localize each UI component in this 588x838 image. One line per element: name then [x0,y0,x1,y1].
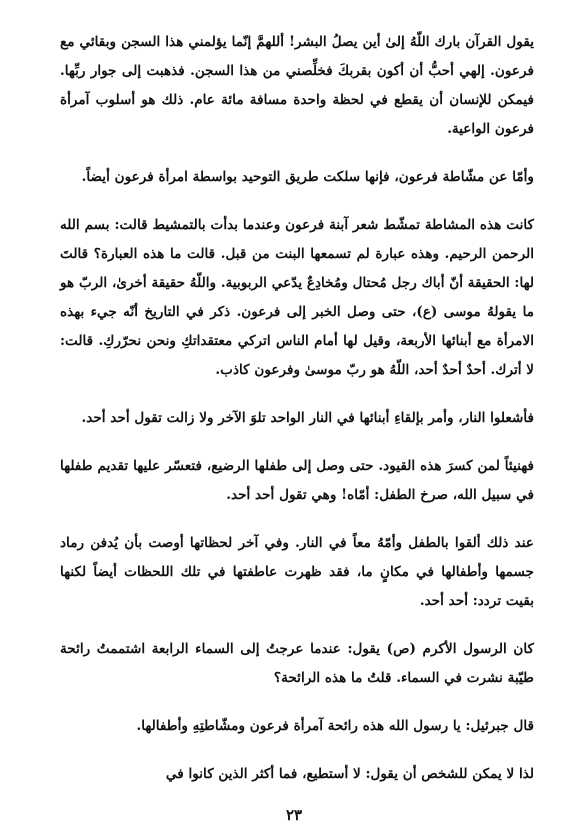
paragraph-8: قال جبرئيل: يا رسول الله هذه رائحة آمرأة فرعون ومشّاطتِهِ وأطفالها. [136,718,534,734]
paragraph-4: فأشعلوا النار، وأمر بإلقاءِ أبنائها في النار الواحد تلوَ الآخر ولا زالت تقول أحد أحد. [81,410,534,426]
paragraph-6: عند ذلك ألقوا بالطفل وأمّهُ معاً في النار. وفي آخر لحظاتها أوصت بأن يُدفن رماد جسمها وأطفالها في مكانٍ ما، فقد ظهرت عاطفتها في تلك اللحظات أيضاً لكنها بقيت تردد: أحد أحد. [60,535,534,609]
paragraph-5: فهنيئاً لمن كسرَ هذه القيود. حتى وصل إلى طفلها الرضيع، فتعسّر عليها تقديم طفلها في سبيل الله، صرخ الطفل: أمّاه! وهي تقول أحد أحد. [60,458,534,503]
paragraph-2: وأمّا عن مشّاطة فرعون، فإنها سلكت طريق التوحيد بواسطة امرأة فرعون أيضاً. [81,169,534,185]
body-text [60,28,534,808]
paragraph-3: كانت هذه المشاطة تمشّط شعر آبنة فرعون وعندما بدأت بالتمشيط قالت: بسم الله الرحمن الرحيم. وهذه عبارة لم تسمعها البنت من قبل. قالت ما هذه العبارة؟ قالتَ لها: الحقيقة أنّ أباك رجل مُحتال ومُخادِعٌ يدّعي الربوبية. واللّهُ حقيقة أخرىٰ، الربّ هو ما يقولهُ موسى (ع)، حتى وصل الخبر إلى فرعون. ذكر في التاريخ أنّه جيء بهذه الامرأة مع أبنائها الأربعة، وقيل لها أمام الناس اتركي معتقداتكِ ونحن نحرّركِ. قالت: لا أترك. أحدٌ أحدٌ أحد، اللّهُ هو ربّ موسىٰ وفرعون كاذب. [60,217,534,378]
page-number: ٢٣ [285,806,303,824]
paragraph-7: كان الرسول الأكرم (ص) يقول: عندما عرجتُ إلى السماء الرابعة اشتممتُ رائحة طيّبة نشرت في السماء. قلتُ ما هذه الرائحة؟ [60,641,534,686]
paragraph-1: يقول القرآن بارك اللّهُ إلىٰ أين يصلُ البشر! أللهمَّ إنّما يؤلمني هذا السجن وبقائي مع فرعون. إلهي أحبُّ أن أكون بقربكَ فخلِّصني من هذا السجن. فذهبت إلى جوار ربِّها. فيمكن للإنسان أن يقطع في لحظة واحدة مسافة مائة عام. ذلك هو أسلوب آمرأة فرعون الواعية. [60,34,534,137]
paragraph-9: لذا لا يمكن للشخص أن يقول: لا أستطيع، فما أكثر الذين كانوا في [165,766,534,782]
